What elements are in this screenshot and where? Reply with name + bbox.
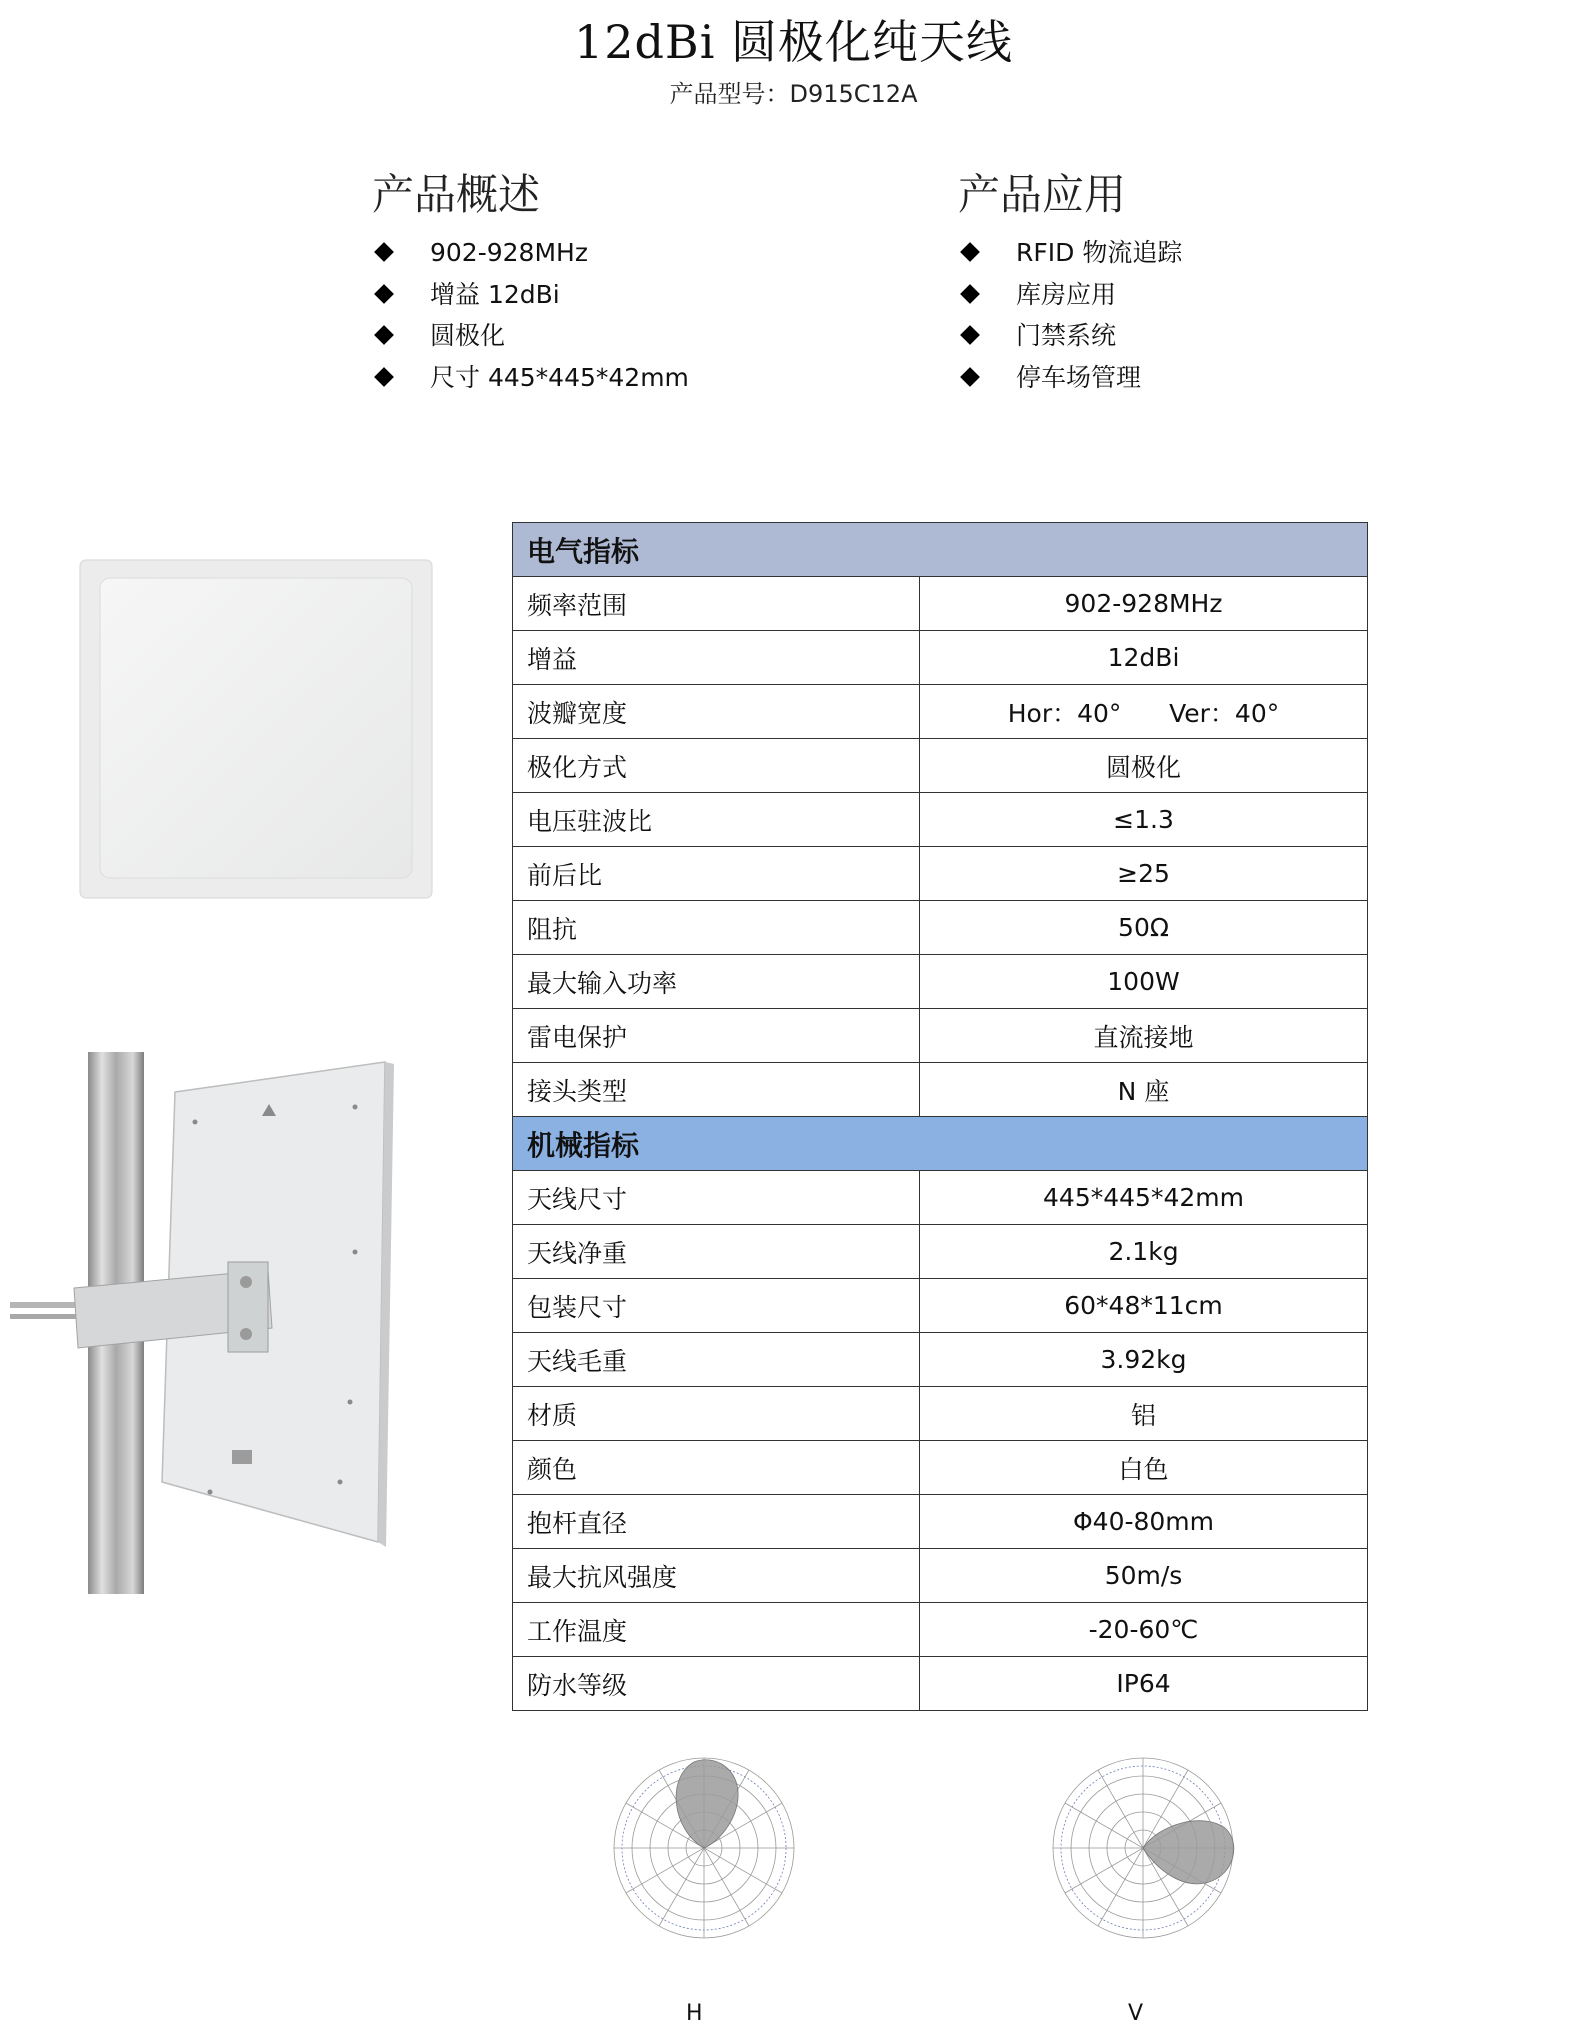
overview-item: 902-928MHz <box>372 232 689 274</box>
spec-label: 接头类型 <box>513 1063 920 1117</box>
overview-heading: 产品概述 <box>372 170 541 219</box>
v-pattern-label: V <box>1128 2001 1144 2026</box>
spec-label: 电压驻波比 <box>513 793 920 847</box>
electrical-heading: 电气指标 <box>513 523 1368 577</box>
spec-value: N 座 <box>920 1063 1368 1117</box>
table-row <box>513 1279 1368 1333</box>
applications-list <box>958 232 1182 398</box>
v-plane-pattern-diagram <box>1043 1748 1243 1948</box>
table-row <box>513 577 1368 631</box>
table-row <box>513 1009 1368 1063</box>
spec-label: 颜色 <box>513 1441 920 1495</box>
spec-value: ≥25 <box>920 847 1368 901</box>
spec-label: 频率范围 <box>513 577 920 631</box>
table-row <box>513 1495 1368 1549</box>
overview-item: 尺寸 445*445*42mm <box>372 357 689 399</box>
table-row <box>513 685 1368 739</box>
mechanical-heading: 机械指标 <box>513 1117 1368 1171</box>
table-row <box>513 631 1368 685</box>
spec-label: 阻抗 <box>513 901 920 955</box>
application-item: RFID 物流追踪 <box>958 232 1182 274</box>
table-row <box>513 1333 1368 1387</box>
spec-label: 包装尺寸 <box>513 1279 920 1333</box>
table-row <box>513 1603 1368 1657</box>
table-row <box>513 955 1368 1009</box>
antenna-front-image <box>78 558 434 900</box>
mechanical-header-row <box>513 1117 1368 1171</box>
spec-value: 100W <box>920 955 1368 1009</box>
spec-value: Hor：40° Ver：40° <box>920 685 1368 739</box>
table-row <box>513 901 1368 955</box>
model-number: 产品型号：D915C12A <box>669 80 918 108</box>
spec-label: 增益 <box>513 631 920 685</box>
spec-label: 材质 <box>513 1387 920 1441</box>
applications-heading: 产品应用 <box>958 170 1127 219</box>
application-item: 停车场管理 <box>958 357 1182 399</box>
table-row <box>513 1387 1368 1441</box>
spec-label: 最大输入功率 <box>513 955 920 1009</box>
spec-label: 前后比 <box>513 847 920 901</box>
spec-label: 抱杆直径 <box>513 1495 920 1549</box>
electrical-header-row <box>513 523 1368 577</box>
spec-value: ≤1.3 <box>920 793 1368 847</box>
table-row <box>513 1657 1368 1711</box>
table-row <box>513 1225 1368 1279</box>
spec-value: 铝 <box>920 1387 1368 1441</box>
spec-value: 2.1kg <box>920 1225 1368 1279</box>
spec-value: 圆极化 <box>920 739 1368 793</box>
spec-value: 3.92kg <box>920 1333 1368 1387</box>
spec-label: 极化方式 <box>513 739 920 793</box>
overview-item: 增益 12dBi <box>372 274 689 316</box>
spec-value: Φ40-80mm <box>920 1495 1368 1549</box>
spec-label: 天线净重 <box>513 1225 920 1279</box>
h-plane-pattern-diagram <box>604 1748 804 1948</box>
spec-value: 50Ω <box>920 901 1368 955</box>
overview-item: 圆极化 <box>372 315 689 357</box>
spec-table <box>512 522 1368 1711</box>
application-item: 库房应用 <box>958 274 1182 316</box>
antenna-mount-image <box>10 1052 400 1594</box>
spec-value: 445*445*42mm <box>920 1171 1368 1225</box>
spec-label: 雷电保护 <box>513 1009 920 1063</box>
spec-value: 直流接地 <box>920 1009 1368 1063</box>
application-item: 门禁系统 <box>958 315 1182 357</box>
spec-label: 天线毛重 <box>513 1333 920 1387</box>
spec-value: -20-60℃ <box>920 1603 1368 1657</box>
spec-value: 12dBi <box>920 631 1368 685</box>
overview-list <box>372 232 689 398</box>
spec-label: 防水等级 <box>513 1657 920 1711</box>
spec-label: 最大抗风强度 <box>513 1549 920 1603</box>
table-row <box>513 793 1368 847</box>
spec-value: 60*48*11cm <box>920 1279 1368 1333</box>
spec-value: 50m/s <box>920 1549 1368 1603</box>
table-row <box>513 847 1368 901</box>
table-row <box>513 1063 1368 1117</box>
table-row <box>513 739 1368 793</box>
spec-value: 白色 <box>920 1441 1368 1495</box>
table-row <box>513 1441 1368 1495</box>
h-pattern-label: H <box>686 2001 703 2026</box>
spec-label: 工作温度 <box>513 1603 920 1657</box>
table-row <box>513 1549 1368 1603</box>
spec-value: 902-928MHz <box>920 577 1368 631</box>
spec-value: IP64 <box>920 1657 1368 1711</box>
spec-label: 天线尺寸 <box>513 1171 920 1225</box>
spec-label: 波瓣宽度 <box>513 685 920 739</box>
table-row <box>513 1171 1368 1225</box>
page-title: 12dBi 圆极化纯天线 <box>573 15 1014 69</box>
